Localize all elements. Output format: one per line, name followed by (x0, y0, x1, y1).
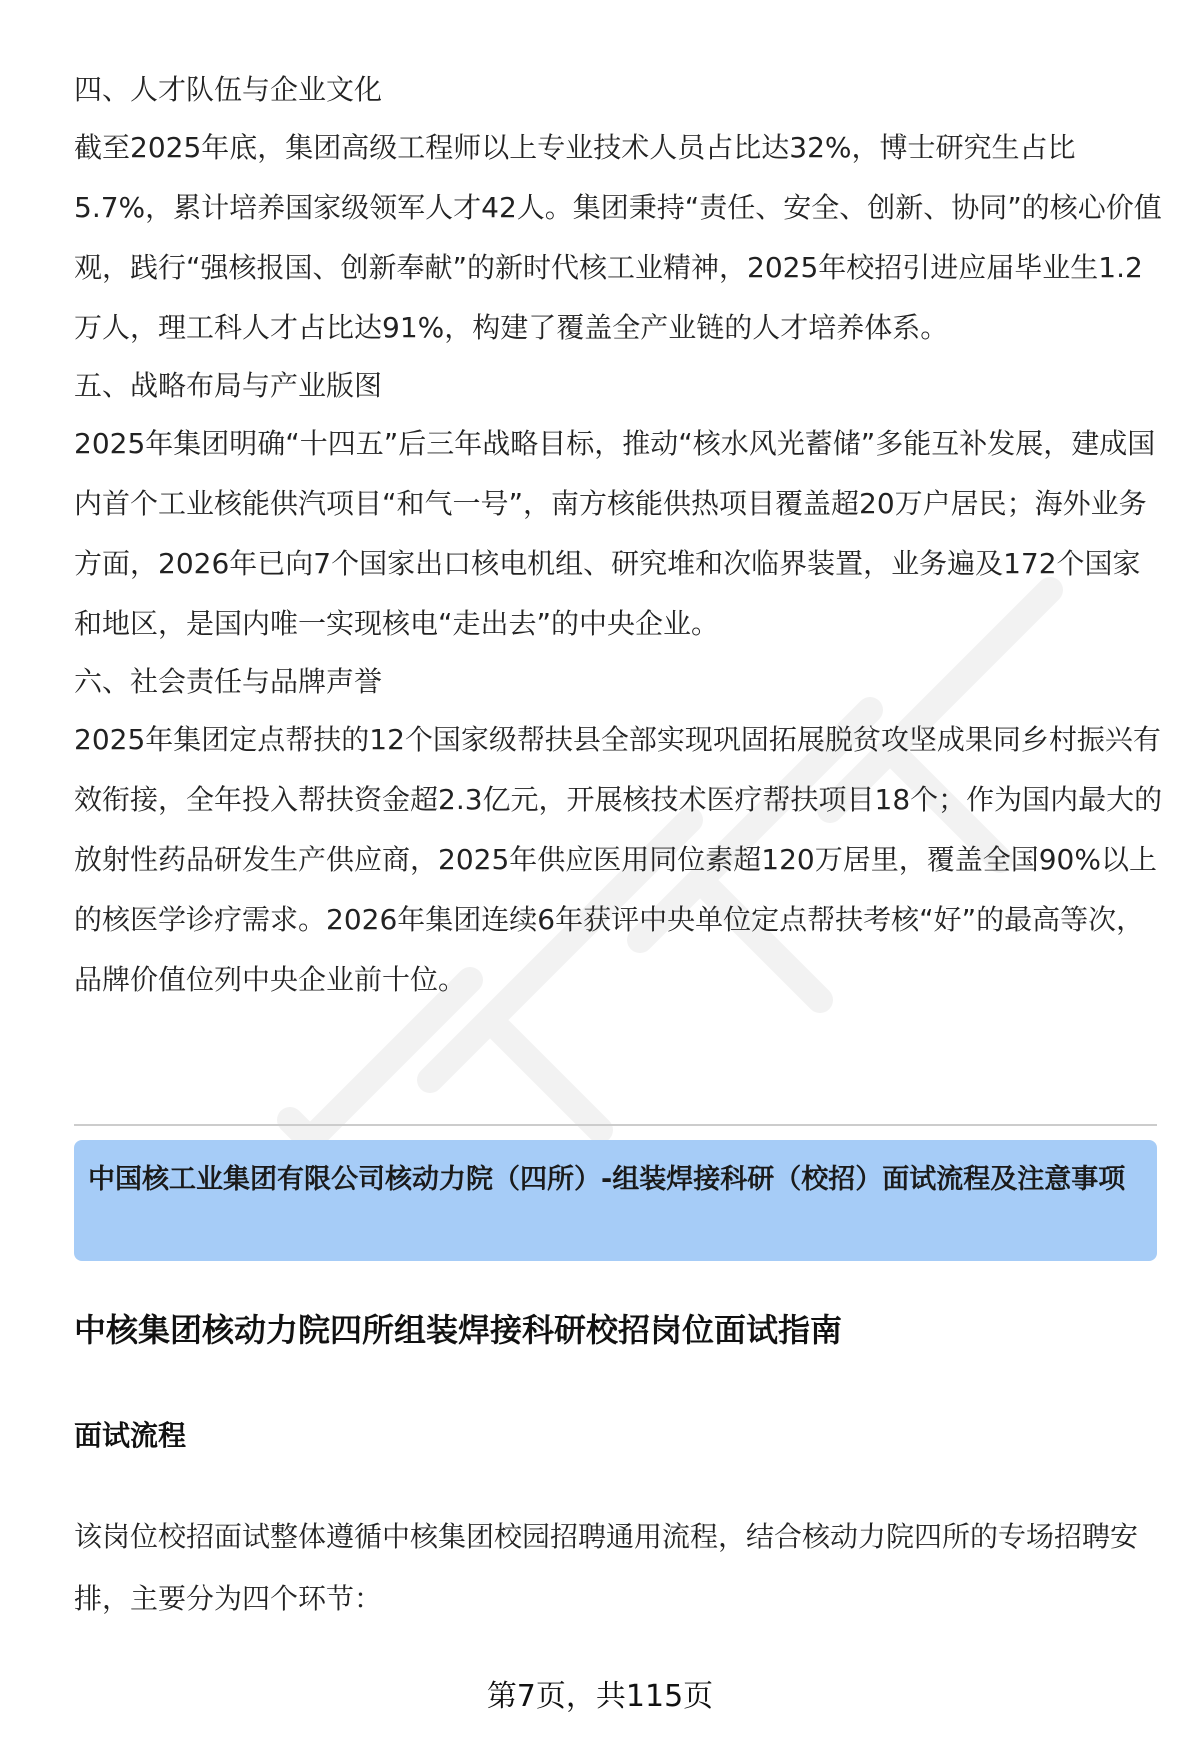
article-body (74, 62, 1164, 1010)
guide-subtitle: 面试流程 (74, 1419, 187, 1452)
section-heading-strategy: 五、战略布局与产业版图 (74, 369, 383, 402)
guide-intro-paragraph: 该岗位校招面试整体遵循中核集团校园招聘通用流程，结合核动力院四所的专场招聘安排，主要分为四个环节： (74, 1520, 1139, 1615)
section-heading-talent: 四、人才队伍与企业文化 (74, 73, 383, 106)
section-heading-responsibility: 六、社会责任与品牌声誉 (74, 665, 383, 698)
chapter-banner (74, 1140, 1157, 1261)
section-paragraph-talent: 截至2025年底，集团高级工程师以上专业技术人员占比达32%，博士研究生占比5.7%，累计培养国家级领军人才42人。集团秉持“责任、安全、创新、协同”的核心价值观，践行“强核报国、创新奉献”的新时代核工业精神，2025年校招引进应届毕业生1.2万人，理工科人才占比达91%，构建了覆盖全产业链的人才培养体系。 (74, 131, 1162, 344)
section-divider (74, 1124, 1157, 1126)
page-number: 第7页，共115页 (486, 1679, 714, 1714)
section-paragraph-strategy: 2025年集团明确“十四五”后三年战略目标，推动“核水风光蓄储”多能互补发展，建成国内首个工业核能供汽项目“和气一号”，南方核能供热项目覆盖超20万户居民；海外业务方面，2026年已向7个国家出口核电机组、研究堆和次临界装置，业务遍及172个国家和地区，是国内唯一实现核电“走出去”的中央企业。 (74, 427, 1156, 640)
chapter-banner-title: 中国核工业集团有限公司核动力院（四所）-组装焊接科研（校招）面试流程及注意事项 (88, 1164, 1126, 1195)
section-paragraph-responsibility: 2025年集团定点帮扶的12个国家级帮扶县全部实现巩固拓展脱贫攻坚成果同乡村振兴有效衔接，全年投入帮扶资金超2.3亿元，开展核技术医疗帮扶项目18个；作为国内最大的放射性药品研发生产供应商，2025年供应医用同位素超120万居里，覆盖全国90%以上的核医学诊疗需求。2026年集团连续6年获评中央单位定点帮扶考核“好”的最高等次，品牌价值位列中央企业前十位。 (74, 723, 1163, 996)
guide-title: 中核集团核动力院四所组装焊接科研校招岗位面试指南 (74, 1311, 843, 1349)
